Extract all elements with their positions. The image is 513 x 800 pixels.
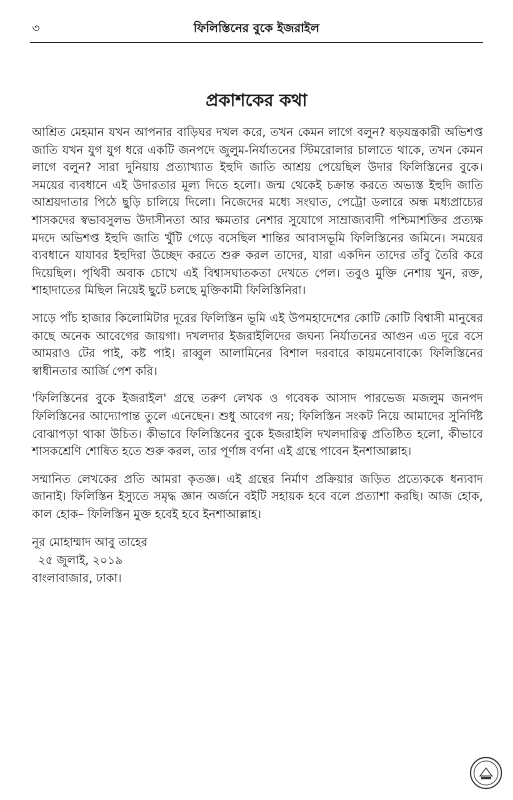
publisher-logo-icon	[469, 756, 503, 790]
signature-block	[32, 533, 483, 587]
paragraph: আশ্রিত মেহমান যখন আপনার বাড়িঘর দখল করে, তখন কেমন লাগে বলুন? ষড়যন্ত্রকারী অভিশপ্ত জাতি যখন যুগ যুগ ধরে একটি জনপদে জুলুম-নির্যাতনের স্টিমরোলার চালাতে থাকে, তখন কেমন লাগে বলুন? সারা দুনিয়ায় প্রত্যাখ্যাত ইহুদি জাতি আশ্রয় পেয়েছিল উদার ফিলিস্তিনের বুকে। সময়ের ব্যবধানে এই উদারতার মূল্য দিতে হলো। জন্ম থেকেই চক্রান্ত করতে অভ্যস্ত ইহুদি জাতি আশ্রয়দাতার পিঠে ছুড়ি চালিয়ে দিলো। নিজেদের মধ্যে সংঘাত, পেট্রো ডলারে অন্ধ মধ্যপ্রাচ্যের শাসকদের স্বভাবসুলভ উদাসীনতা আর ক্ষমতার নেশার সুযোগে সাম্রাজ্যবাদী পশ্চিমাশক্তির প্রত্যক্ষ মদদে অভিশপ্ত ইহুদি জাতি খুঁটি গেড়ে বসেছিল শান্তির আবাসভূমি ফিলিস্তিনের জমিনে। সময়ের ব্যবধানে যাযাবর ইহুদিরা উচ্ছেদ করতে শুরু করল তাদের, যারা একদিন তাদের তাঁবু তৈরি করে দিয়েছিল। পৃথিবী অবাক চোখে এই বিশ্বাসঘাতকতা দেখতে পেল। তবুও মুক্তি নেশায় খুন, রক্ত, শাহাদাতের মিছিল নিয়েই ছুটে চলছে মুক্তিকামী ফিলিস্তিনিরা।	[32, 125, 483, 298]
signature-date: ২৫ জুলাই, ২০১৯	[38, 553, 123, 568]
section-title: প্রকাশকের কথা	[205, 91, 308, 111]
header-divider	[30, 42, 483, 43]
paragraph: 'ফিলিস্তিনের বুকে ইজরাইল' গ্রন্থে তরুণ লেখক ও গবেষক আসাদ পারভেজ মজলুম জনপদ ফিলিস্তিনের আদ্যোপান্ত তুলে এনেছেন। শুধু আবেগ নয়; ফিলিস্তিন সংকট নিয়ে আমাদের সুনির্দিষ্ট বোঝাপড়া থাকা উচিত। কীভাবে ফিলিস্তিনের বুকে ইজরাইলি দখলদারিত্ব প্রতিষ্ঠিত হলো, কীভাবে শাসকশ্রেণি শোষিত হতে শুরু করল, তার পূর্ণাঙ্গ বর্ণনা এই গ্রন্থে পাবেন ইনশাআল্লাহ।	[32, 391, 483, 459]
body-text	[32, 124, 483, 587]
running-title: ফিলিস্তিনের বুকে ইজরাইল	[193, 21, 320, 35]
paragraph: সাড়ে পাঁচ হাজার কিলোমিটার দূরের ফিলিস্তিন ভূমি এই উপমহাদেশের কোটি কোটি বিশ্বাসী মানুষের কাছে অনেক আবেগের জায়গা। দখলদার ইজরাইলিদের জঘন্য নির্যাতনের আগুন এত দূরে বসে আমরাও টের পাই, কষ্ট পাই। রাব্বুল আলামিনের বিশাল দরবারে কায়মনোবাক্যে ফিলিস্তিনের স্বাধীনতার আর্জি পেশ করি।	[32, 310, 483, 378]
signature-place: বাংলাবাজার, ঢাকা।	[32, 571, 122, 586]
paragraph: সম্মানিত লেখকের প্রতি আমরা কৃতজ্ঞ। এই গ্রন্থের নির্মাণ প্রক্রিয়ার জড়িত প্রত্যেককে ধন্যবাদ জানাই। ফিলিস্তিন ইস্যুতে সমৃদ্ধ জ্ঞান অর্জনে বইটি সহায়ক হবে বলে প্রত্যাশা করছি। আজ হোক, কাল হোক– ফিলিস্তিন মুক্ত হবেই হবে ইনশাআল্লাহ।	[32, 471, 483, 521]
page-number: ৩	[32, 21, 40, 35]
signature-name: নূর মোহাম্মাদ আবু তাহের	[32, 535, 148, 550]
